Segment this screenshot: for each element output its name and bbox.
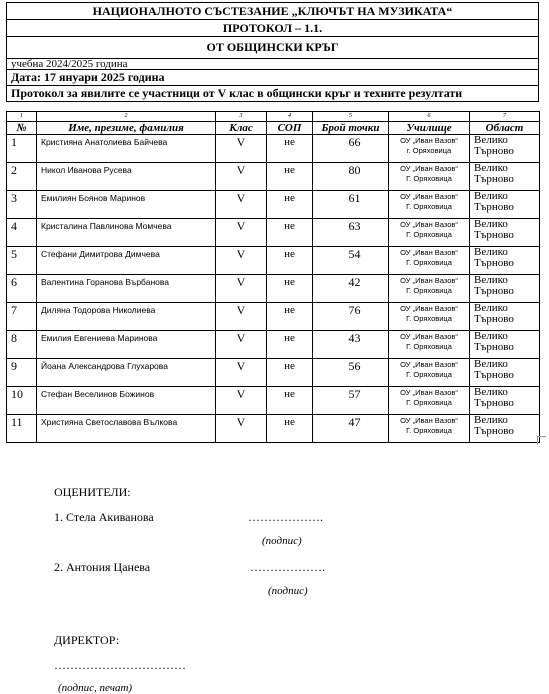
column-header-region: Област <box>470 122 540 135</box>
cell-region <box>470 219 540 247</box>
school-line: Г. Оряховица <box>406 286 452 295</box>
school-line: Г. Оряховица <box>406 258 452 267</box>
cell-school <box>389 135 470 163</box>
cell-points: 56 <box>313 359 389 387</box>
column-number: 7 <box>470 112 540 122</box>
school-line: Г. Оряховица <box>406 370 452 379</box>
director-label: ДИРЕКТОР: <box>54 633 120 647</box>
region-line: Велико <box>474 302 508 314</box>
protocol-date: Дата: 17 януари 2025 година <box>7 70 539 86</box>
cell-points: 43 <box>313 331 389 359</box>
cell-school <box>389 359 470 387</box>
region-line: Велико <box>474 274 508 286</box>
cell-class: V <box>216 387 267 415</box>
competition-title: НАЦИОНАЛНОТО СЪСТЕЗАНИЕ „КЛЮЧЪТ НА МУЗИКАТА“ <box>7 3 539 20</box>
cell-sop: не <box>267 219 313 247</box>
table-row <box>7 331 540 359</box>
cell-sop: не <box>267 163 313 191</box>
column-header-class: Клас <box>216 122 267 135</box>
school-line: Г. Оряховица <box>406 202 452 211</box>
cell-name: Диляна Тодорова Николиева <box>37 303 216 331</box>
school-line: Г. Оряховица <box>406 174 452 183</box>
cell-name: Никол Иванова Русева <box>37 163 216 191</box>
region-line: Търново <box>474 313 514 325</box>
cell-class: V <box>216 359 267 387</box>
cell-region <box>470 275 540 303</box>
table-row <box>7 275 540 303</box>
page-corner-mark <box>537 436 546 445</box>
cell-region <box>470 247 540 275</box>
cell-points: 76 <box>313 303 389 331</box>
evaluators-label: ОЦЕНИТЕЛИ: <box>54 485 131 499</box>
region-line: Велико <box>474 246 508 258</box>
cell-name: Емилиян Боянов Маринов <box>37 191 216 219</box>
cell-school <box>389 387 470 415</box>
school-line: ОУ „Иван Вазов“ <box>400 220 458 229</box>
school-line: ОУ „Иван Вазов“ <box>400 332 458 341</box>
cell-name: Кристалина Павлинова Момчева <box>37 219 216 247</box>
region-line: Търново <box>474 397 514 409</box>
column-header-sop: СОП <box>267 122 313 135</box>
school-line: ОУ „Иван Вазов“ <box>400 388 458 397</box>
cell-number: 10 <box>7 387 37 415</box>
cell-school <box>389 247 470 275</box>
round-title: ОТ ОБЩИНСКИ КРЪГ <box>7 37 539 59</box>
school-line: ОУ „Иван Вазов“ <box>400 136 458 145</box>
school-line: г. Оряховица <box>406 146 452 155</box>
cell-points: 61 <box>313 191 389 219</box>
cell-points: 80 <box>313 163 389 191</box>
cell-number: 3 <box>7 191 37 219</box>
table-row <box>7 303 540 331</box>
column-number: 3 <box>216 112 267 122</box>
cell-points: 57 <box>313 387 389 415</box>
cell-sop: не <box>267 191 313 219</box>
cell-sop: не <box>267 247 313 275</box>
region-line: Търново <box>474 285 514 297</box>
table-row <box>7 359 540 387</box>
evaluator-1-name: 1. Стела Акиванова <box>54 510 154 524</box>
table-row <box>7 163 540 191</box>
cell-name: Валентина Горанова Върбанова <box>37 275 216 303</box>
region-line: Търново <box>474 341 514 353</box>
cell-sop: не <box>267 135 313 163</box>
cell-number: 7 <box>7 303 37 331</box>
table-row <box>7 387 540 415</box>
school-line: Г. Оряховица <box>406 314 452 323</box>
results-table <box>6 111 540 443</box>
cell-class: V <box>216 275 267 303</box>
cell-sop: не <box>267 359 313 387</box>
region-line: Велико <box>474 218 508 230</box>
director-signature-note: (подпис, печат) <box>58 682 133 694</box>
region-line: Велико <box>474 358 508 370</box>
cell-sop: не <box>267 415 313 443</box>
cell-points: 54 <box>313 247 389 275</box>
cell-class: V <box>216 163 267 191</box>
school-line: ОУ „Иван Вазов“ <box>400 164 458 173</box>
cell-school <box>389 163 470 191</box>
cell-sop: не <box>267 303 313 331</box>
cell-name: Стефани Димитрова Димчева <box>37 247 216 275</box>
protocol-header-table <box>6 2 539 102</box>
cell-sop: не <box>267 387 313 415</box>
cell-name: Кристияна Анатолиева Байчева <box>37 135 216 163</box>
column-number: 2 <box>37 112 216 122</box>
cell-number: 11 <box>7 415 37 443</box>
cell-school <box>389 331 470 359</box>
table-row <box>7 191 540 219</box>
school-line: ОУ „Иван Вазов“ <box>400 248 458 257</box>
table-row <box>7 415 540 443</box>
column-number: 6 <box>389 112 470 122</box>
region-line: Търново <box>474 145 514 157</box>
column-number: 1 <box>7 112 37 122</box>
results-body <box>7 135 540 443</box>
school-line: Г. Оряховица <box>406 230 452 239</box>
region-line: Търново <box>474 425 514 437</box>
cell-number: 4 <box>7 219 37 247</box>
cell-school <box>389 275 470 303</box>
column-header-name: Име, презиме, фамилия <box>37 122 216 135</box>
cell-class: V <box>216 303 267 331</box>
column-header-points: Брой точки <box>313 122 389 135</box>
director-signature-line: …………………………… <box>54 658 186 672</box>
region-line: Търново <box>474 173 514 185</box>
region-line: Велико <box>474 330 508 342</box>
school-line: Г. Оряховица <box>406 342 452 351</box>
cell-number: 5 <box>7 247 37 275</box>
cell-name: Емилия Евгениева Маринова <box>37 331 216 359</box>
cell-class: V <box>216 191 267 219</box>
cell-region <box>470 331 540 359</box>
evaluator-2-signature-note: (подпис) <box>268 585 308 597</box>
cell-region <box>470 387 540 415</box>
region-line: Търново <box>474 369 514 381</box>
region-line: Велико <box>474 162 508 174</box>
protocol-description: Протокол за явилите се участници от V клас в общински кръг и техните резултати <box>7 86 539 102</box>
cell-school <box>389 191 470 219</box>
region-line: Велико <box>474 386 508 398</box>
school-line: ОУ „Иван Вазов“ <box>400 360 458 369</box>
cell-region <box>470 359 540 387</box>
cell-number: 2 <box>7 163 37 191</box>
cell-name: Йоана Александрова Глухарова <box>37 359 216 387</box>
school-line: ОУ „Иван Вазов“ <box>400 192 458 201</box>
column-number: 4 <box>267 112 313 122</box>
region-line: Търново <box>474 229 514 241</box>
cell-region <box>470 135 540 163</box>
cell-class: V <box>216 331 267 359</box>
evaluator-2-signature-line: ………………. <box>250 560 325 574</box>
cell-class: V <box>216 135 267 163</box>
evaluator-2-name: 2. Антония Цанева <box>54 560 151 574</box>
column-header-number: № <box>7 122 37 135</box>
cell-sop: не <box>267 275 313 303</box>
cell-name: Християна Светославова Вълкова <box>37 415 216 443</box>
table-row <box>7 219 540 247</box>
column-header-row <box>7 122 540 135</box>
table-row <box>7 135 540 163</box>
region-line: Велико <box>474 190 508 202</box>
cell-name: Стефан Веселинов Божинов <box>37 387 216 415</box>
cell-region <box>470 303 540 331</box>
school-line: ОУ „Иван Вазов“ <box>400 276 458 285</box>
cell-points: 66 <box>313 135 389 163</box>
cell-number: 8 <box>7 331 37 359</box>
region-line: Велико <box>474 134 508 146</box>
cell-class: V <box>216 247 267 275</box>
cell-sop: не <box>267 331 313 359</box>
evaluator-1-signature-line: ………………. <box>248 510 323 524</box>
cell-region <box>470 415 540 443</box>
region-line: Търново <box>474 257 514 269</box>
cell-class: V <box>216 219 267 247</box>
column-number: 5 <box>313 112 389 122</box>
cell-class: V <box>216 415 267 443</box>
cell-number: 9 <box>7 359 37 387</box>
school-year: учебна 2024/2025 година <box>7 59 539 70</box>
table-row <box>7 247 540 275</box>
cell-school <box>389 219 470 247</box>
school-line: Г. Оряховица <box>406 398 452 407</box>
column-number-row <box>7 112 540 122</box>
school-line: ОУ „Иван Вазов“ <box>400 304 458 313</box>
cell-region <box>470 163 540 191</box>
cell-school <box>389 303 470 331</box>
column-header-school: Училище <box>389 122 470 135</box>
cell-number: 6 <box>7 275 37 303</box>
cell-number: 1 <box>7 135 37 163</box>
cell-region <box>470 191 540 219</box>
region-line: Търново <box>474 201 514 213</box>
cell-school <box>389 415 470 443</box>
region-line: Велико <box>474 414 508 426</box>
cell-points: 63 <box>313 219 389 247</box>
protocol-title: ПРОТОКОЛ – 1.1. <box>7 20 539 37</box>
school-line: ОУ „Иван Вазов“ <box>400 416 458 425</box>
cell-points: 42 <box>313 275 389 303</box>
cell-points: 47 <box>313 415 389 443</box>
evaluator-1-signature-note: (подпис) <box>262 535 302 547</box>
school-line: Г. Оряховица <box>406 426 452 435</box>
